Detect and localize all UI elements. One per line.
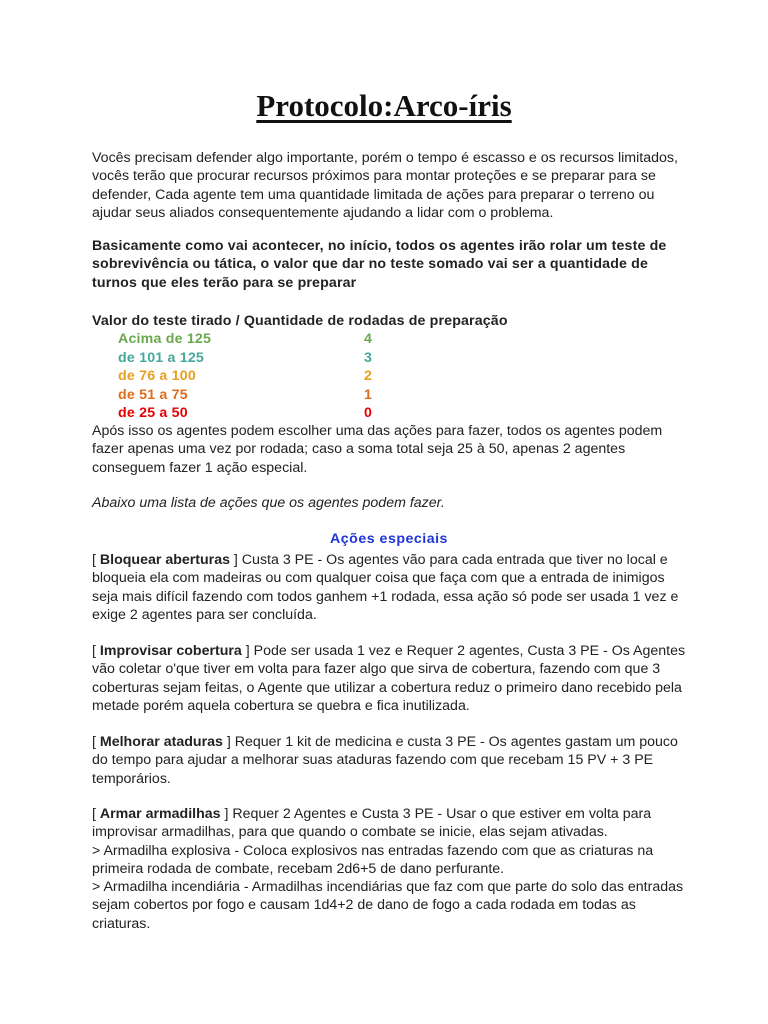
action-text: ] Pode ser usada 1 vez e Requer 2 agentes, Custa 3 PE - Os Agentes vão coletar o'que tiver em volta para fazer algo que sirva de cobertura, fazendo com que 3 coberturas sejam feitas, o Agente que utilizar a cobertura reduz o primeiro dano recebido pela metade porém aquela cobertura se quebra e fica inutilizada. [92,643,686,714]
table-row [92,386,692,405]
bracket-open: [ [92,734,100,750]
action-paragraph [92,733,692,788]
bracket-open: [ [92,552,100,568]
bracket-open: [ [92,806,100,822]
table-row [92,349,692,368]
after-paragraph [92,422,692,477]
table-row [92,404,692,423]
action-name: Bloquear aberturas [99,552,230,568]
range-cell: de 76 a 100 [118,368,196,385]
intro-paragraph [92,149,692,222]
range-cell: de 25 a 50 [118,405,188,422]
section-title: Ações especiais [330,531,448,547]
rounds-cell: 3 [364,349,373,366]
basic-rules-paragraph [92,237,692,292]
rounds-cell: 2 [364,368,373,385]
rounds-cell: 1 [364,386,373,403]
action-name: Improvisar cobertura [99,643,242,659]
after-text: Após isso os agentes podem escolher uma das ações para fazer, todos os agentes podem fazer apenas uma vez por rodada; caso a soma total seja 25 à 50, apenas 2 agentes conseguem fazer 1 ação especial. [92,423,663,476]
action-name: Armar armadilhas [99,806,221,822]
list-intro-text: Abaixo uma lista de ações que os agentes podem fazer. [92,495,445,511]
trap-item: > Armadilha incendiária - Armadilhas incendiárias que faz com que parte do solo das entradas sejam cobertos por fogo e causam 1d4+2 de dano de fogo a cada rodada em todas as criaturas. [92,879,684,932]
action-name: Melhorar ataduras [99,734,223,750]
action-text: ] Requer 2 Agentes e Custa 3 PE - Usar o que estiver em volta para improvisar armadilhas, para que quando o combate se inicie, elas sejam ativadas. [92,806,652,841]
basic-rules-text: Basicamente como vai acontecer, no início, todos os agentes irão rolar um teste de sobrevivência ou tática, o valor que dar no teste somado vai ser a quantidade de turnos que eles terão para se preparar [92,238,667,291]
range-cell: de 101 a 125 [118,349,205,366]
table-row [92,367,692,386]
action-paragraph [92,805,692,933]
range-cell: de 51 a 75 [118,386,188,403]
list-intro-paragraph [92,494,692,512]
table-header: Valor do teste tirado / Quantidade de rodadas de preparação [92,313,508,329]
trap-item: > Armadilha explosiva - Coloca explosivos nas entradas fazendo com que as criaturas na primeira rodada de combate, recebam 2d6+5 de dano perfurante. [92,842,654,877]
action-paragraph [92,551,692,624]
rounds-cell: 0 [364,405,373,422]
table-row [92,330,692,349]
intro-text: Vocês precisam defender algo importante, porém o tempo é escasso e os recursos limitados, vocês terão que procurar recursos próximos para montar proteções e se preparar para se defender, Cada agente tem uma quantidade limitada de ações para preparar o terreno ou ajudar seus aliados consequentemente ajudando a lidar com o problema. [92,150,678,221]
preparation-table [92,312,692,423]
document-title: Protocolo:Arco-íris [256,88,512,123]
action-text: ] Requer 1 kit de medicina e custa 3 PE - Os agentes gastam um pouco do tempo para ajudar a melhorar suas ataduras fazendo com que recebam 15 PV + 3 PE temporários. [92,734,678,787]
action-text: ] Custa 3 PE - Os agentes vão para cada entrada que tiver no local e bloqueia ela com madeiras ou com qualquer coisa que faça com que a entrada de inimigos seja mais difícil fazendo com todos ganhem +1 rodada, essa ação só pode ser usada 1 vez e exige 2 agentes para ser concluída. [92,552,679,623]
bracket-open: [ [92,643,100,659]
range-cell: Acima de 125 [118,331,212,348]
action-paragraph [92,642,692,715]
rounds-cell: 4 [364,331,373,348]
